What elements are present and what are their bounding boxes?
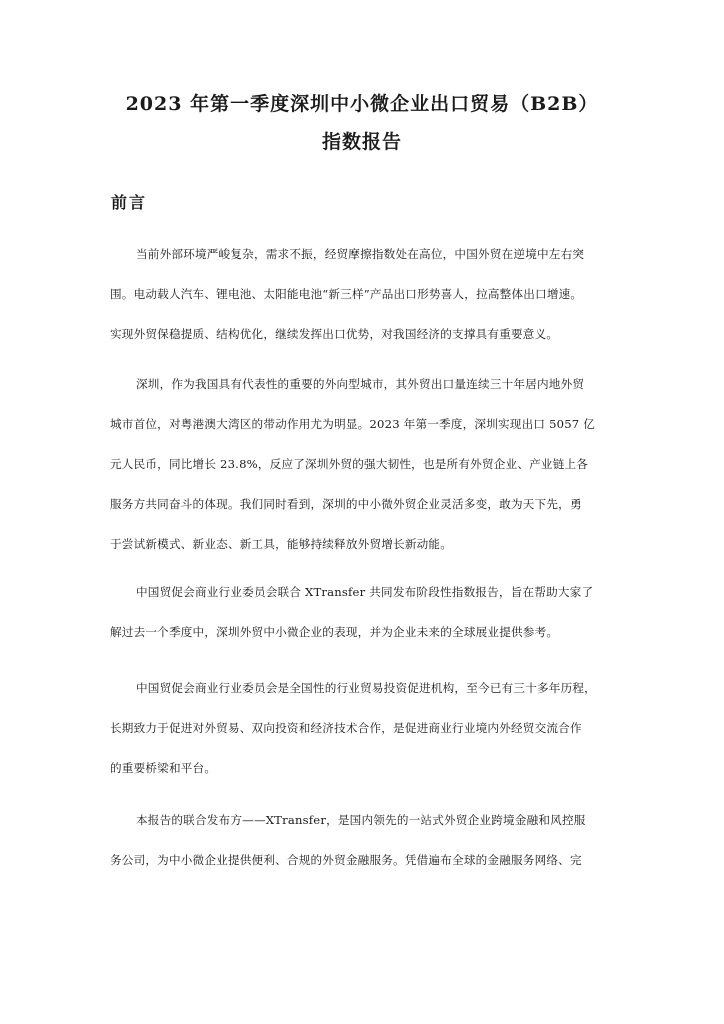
paragraph-line: 本报告的联合发布方——XTransfer，是国内领先的一站式外贸企业跨境金融和风控服 [136,813,586,827]
report-title-line-2: 指数报告 [321,131,402,153]
paragraph-line: 实现外贸保稳提质、结构优化，继续发挥出口优势，对我国经济的支撑具有重要意义。 [110,327,559,341]
paragraph-line: 当前外部环境严峻复杂，需求不振，经贸摩擦指数处在高位，中国外贸在逆境中左右突 [136,247,585,261]
paragraph-line: 城市首位，对粤港澳大湾区的带动作用尤为明显。2023 年第一季度，深圳实现出口 5057 亿 [110,417,596,431]
paragraph-5 [110,800,619,880]
paragraph-line: 元人民币，同比增长 23.8%，反应了深圳外贸的强大韧性，也是所有外贸企业、产业链上各 [110,457,589,471]
paragraph-line: 的重要桥梁和平台。 [110,761,217,775]
paragraph-line: 中国贸促会商业行业委员会是全国性的行业贸易投资促进机构，至今已有三十多年历程， [136,681,596,695]
paragraph-line: 中国贸促会商业行业委员会联合 XTransfer 共同发布阶段性指数报告，旨在帮助大家了 [136,585,594,599]
paragraph-2 [110,364,619,564]
paragraph-4 [110,668,619,788]
paragraph-line: 解过去一个季度中，深圳外贸中小微企业的表现，并为企业未来的全球展业提供参考。 [110,625,559,639]
paragraph-line: 务公司，为中小微企业提供便利、合规的外贸金融服务。凭借遍布全球的金融服务网络、完 [110,853,582,867]
paragraph-line: 围。电动载人汽车、锂电池、太阳能电池“新三样”产品出口形势喜人，拉高整体出口增速。 [110,287,583,301]
paragraph-1 [110,234,619,354]
section-heading-preface: 前言 [111,193,148,212]
paragraph-line: 长期致力于促进对外贸易、双向投资和经济技术合作，是促进商业行业境内外经贸交流合作 [110,721,582,735]
report-title-line-1: 2023 年第一季度深圳中小微企业出口贸易（B2B） [125,93,599,115]
paragraph-3 [110,572,619,652]
paragraph-line: 于尝试新模式、新业态、新工具，能够持续释放外贸增长新动能。 [110,537,453,551]
paragraph-line: 深圳，作为我国具有代表性的重要的外向型城市，其外贸出口量连续三十年居内地外贸 [136,377,585,391]
paragraph-line: 服务方共同奋斗的体现。我们同时看到，深圳的中小微外贸企业灵活多变，敢为天下先，勇 [110,497,582,511]
